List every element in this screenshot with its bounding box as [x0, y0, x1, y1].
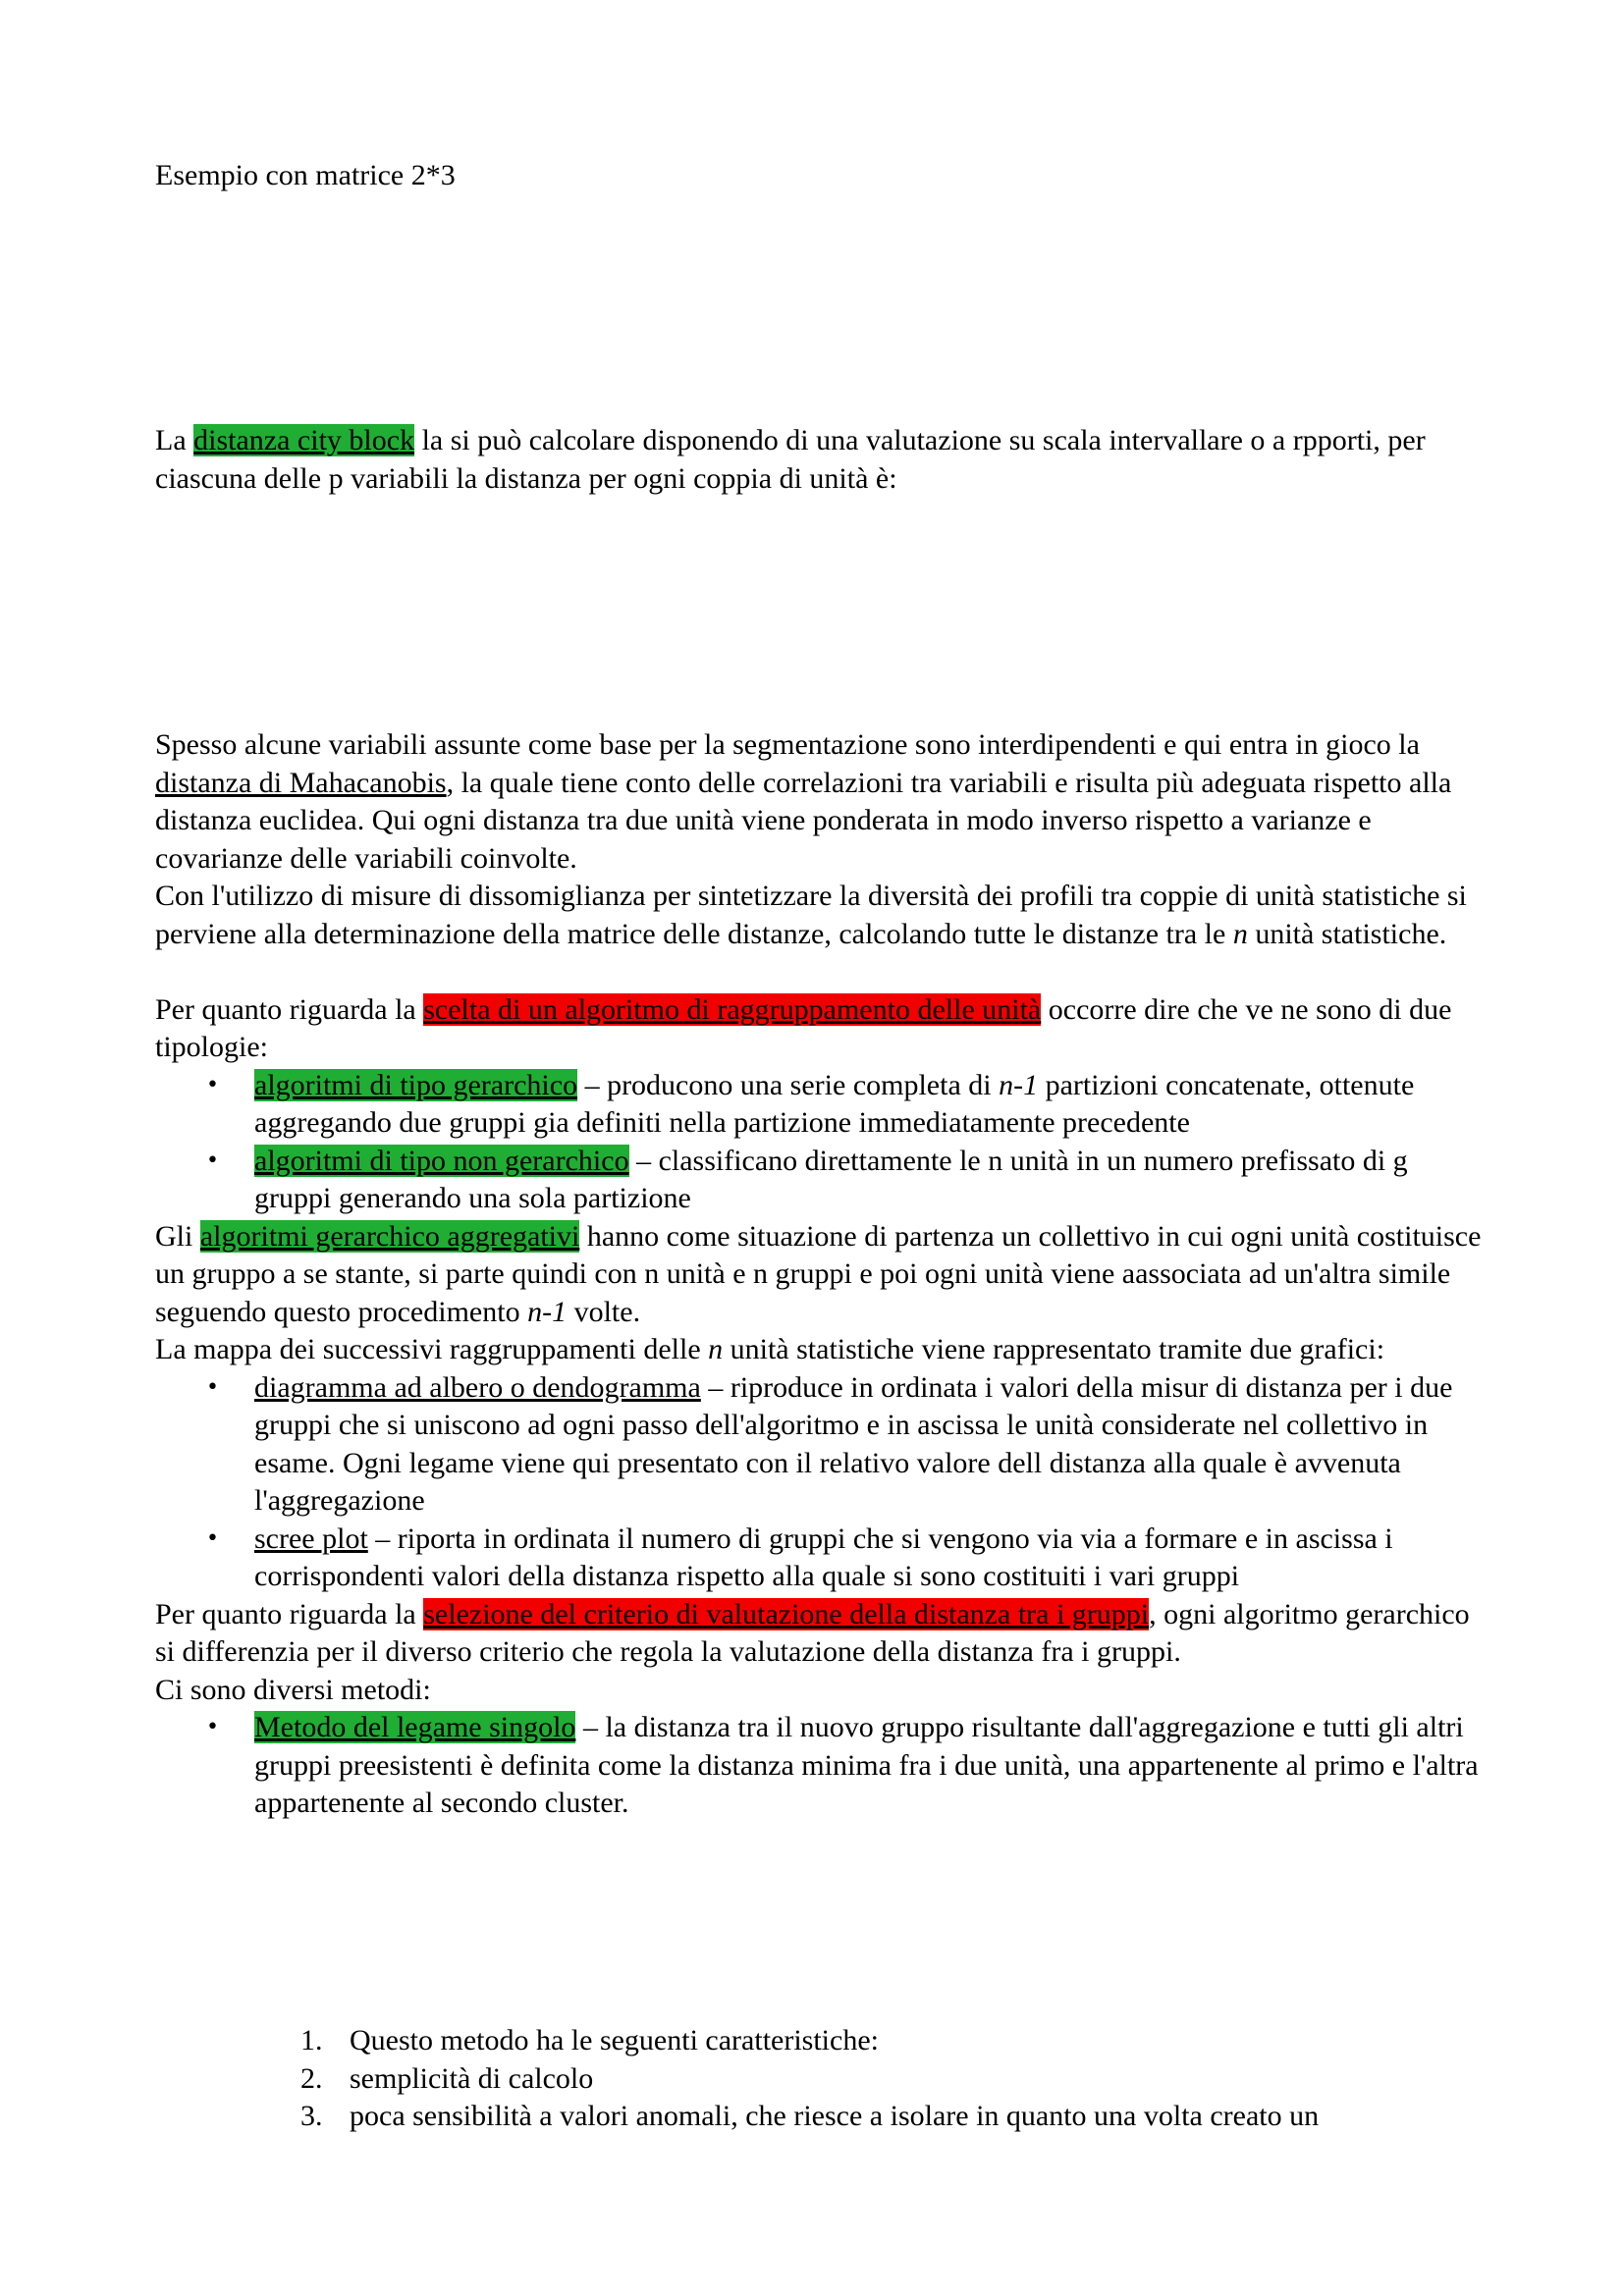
list-item	[155, 1067, 1490, 1143]
paragraph-dissomiglianza	[155, 878, 1490, 953]
text: , ogni algoritmo gerarchico si differenzia per il diverso criterio che regola la valutazione della distanza fra i gruppi.	[155, 1597, 1470, 1668]
metodi-list	[155, 1709, 1490, 1823]
text: la si può calcolare disponendo di una valutazione su scala intervallare o a rpporti, per ciascuna delle p variabili la distanza per ogni coppia di unità è:	[155, 424, 1426, 495]
italic-n-1: n-1	[527, 1295, 568, 1328]
paragraph-metodi: Ci sono diversi metodi:	[155, 1673, 431, 1706]
highlight-scelta: scelta di un algoritmo di raggruppamento delle unità	[423, 992, 1042, 1026]
text: unità statistiche.	[1247, 917, 1447, 950]
paragraph-aggregativi	[155, 1218, 1490, 1332]
text: poca sensibilità a valori anomali, che riesce a isolare in quanto una volta creato un	[350, 2100, 1320, 2132]
text: – classificano direttamente le n unità in un numero prefissato di g gruppi generando una sola partizione	[254, 1144, 1408, 1214]
highlight-aggregativi: algoritmi gerarchico aggregativi	[199, 1219, 580, 1253]
link-mahalanobis: distanza di Mahacanobis	[155, 766, 447, 799]
highlight-selezione: selezione del criterio di valutazione della distanza tra i gruppi	[423, 1597, 1150, 1630]
text: Spesso alcune variabili assunte come base per la segmentazione sono interdipendenti e qui entra in gioco la	[155, 728, 1420, 761]
text: unità statistiche viene rappresentato tramite due grafici:	[723, 1333, 1385, 1365]
list-number: 1.	[300, 2024, 323, 2056]
list-item	[155, 1369, 1490, 1521]
list-item	[155, 1143, 1490, 1218]
text: hanno come situazione di partenza un collettivo in cui ogni unità costituisce un gruppo a se stante, si parte quindi con n unità e n gruppi e poi ogni unità viene aassociata ad un'altra simile seguendo questo procedimento	[155, 1219, 1482, 1328]
underlined-dendogramma: diagramma ad albero o dendogramma	[254, 1370, 701, 1404]
italic-n: n	[1232, 917, 1248, 950]
text: Con l'utilizzo di misure di dissomiglianza per sintetizzare la diversità dei profili tra coppie di unità statistiche si perviene alla determinazione della matrice delle distanze, calcolando tutte le distanze tra le	[155, 880, 1467, 950]
text: La mappa dei successivi raggruppamenti delle	[155, 1333, 709, 1365]
text: volte.	[567, 1295, 641, 1328]
text: Per quanto riguarda la	[155, 1597, 424, 1630]
highlight-legame-singolo: Metodo del legame singolo	[254, 1711, 576, 1743]
heading: Esempio con matrice 2*3	[155, 159, 456, 191]
paragraph-mahalanobis	[155, 726, 1490, 878]
list-item	[155, 1709, 1490, 1823]
text: – producono una serie completa di	[577, 1068, 1000, 1101]
text: – riproduce in ordinata i valori della misur di distanza per i due gruppi che si uniscono ad ogni passo dell'algoritmo e in ascissa le unità considerate nel collettivo in esame. Ogni legame viene qui presentato con il relativo valore dell distanza alla quale è avvenuta l'aggregazione	[254, 1370, 1453, 1517]
text: occorre dire che ve ne sono di due tipologie:	[155, 992, 1452, 1063]
text: – la distanza tra il nuovo gruppo risultante dall'aggregazione e tutti gli altri gruppi preesistenti è definita come la distanza minima fra i due unità, una appartenente al primo e l'altra appartenente al secondo cluster.	[254, 1711, 1479, 1819]
text: semplicità di calcolo	[350, 2061, 594, 2095]
caratteristiche-list	[155, 2022, 1490, 2136]
text: Questo metodo ha le seguenti caratteristiche:	[350, 2024, 879, 2056]
text: Per quanto riguarda la	[155, 992, 424, 1026]
list-item	[155, 2098, 1490, 2136]
paragraph-mappa	[155, 1331, 1490, 1369]
highlight-non-gerarchico: algoritmi di tipo non gerarchico	[254, 1144, 629, 1177]
list-number: 2.	[300, 2061, 323, 2095]
highlight-gerarchico: algoritmi di tipo gerarchico	[254, 1068, 578, 1101]
paragraph-city-block	[155, 422, 1490, 498]
italic-n: n	[708, 1333, 724, 1365]
list-item	[155, 1521, 1490, 1596]
list-item	[155, 2022, 1490, 2060]
main-text	[155, 726, 1490, 1823]
highlight-city-block: distanza city block	[193, 424, 415, 456]
paragraph-scelta	[155, 991, 1490, 1067]
grafici-list	[155, 1369, 1490, 1596]
tipologie-list	[155, 1067, 1490, 1218]
text: La	[155, 424, 194, 456]
list-item	[155, 2060, 1490, 2099]
paragraph-selezione	[155, 1596, 1490, 1672]
text: , la quale tiene conto delle correlazioni tra variabili e risulta più adeguata rispetto alla distanza euclidea. Qui ogni distanza tra due unità viene ponderata in modo inverso rispetto a varianze e covarianze delle variabili coinvolte.	[155, 766, 1452, 875]
underlined-scree-plot: scree plot	[254, 1522, 368, 1555]
text: Gli	[155, 1219, 200, 1253]
text: partizioni concatenate, ottenute aggregando due gruppi gia definiti nella partizione immediatamente precedente	[254, 1068, 1415, 1139]
list-number: 3.	[300, 2100, 323, 2132]
text: – riporta in ordinata il numero di gruppi che si vengono via via a formare e in ascissa i corrispondenti valori della distanza rispetto alla quale si sono costituiti i vari gruppi	[254, 1522, 1393, 1592]
italic-n-1: n-1	[999, 1068, 1039, 1101]
